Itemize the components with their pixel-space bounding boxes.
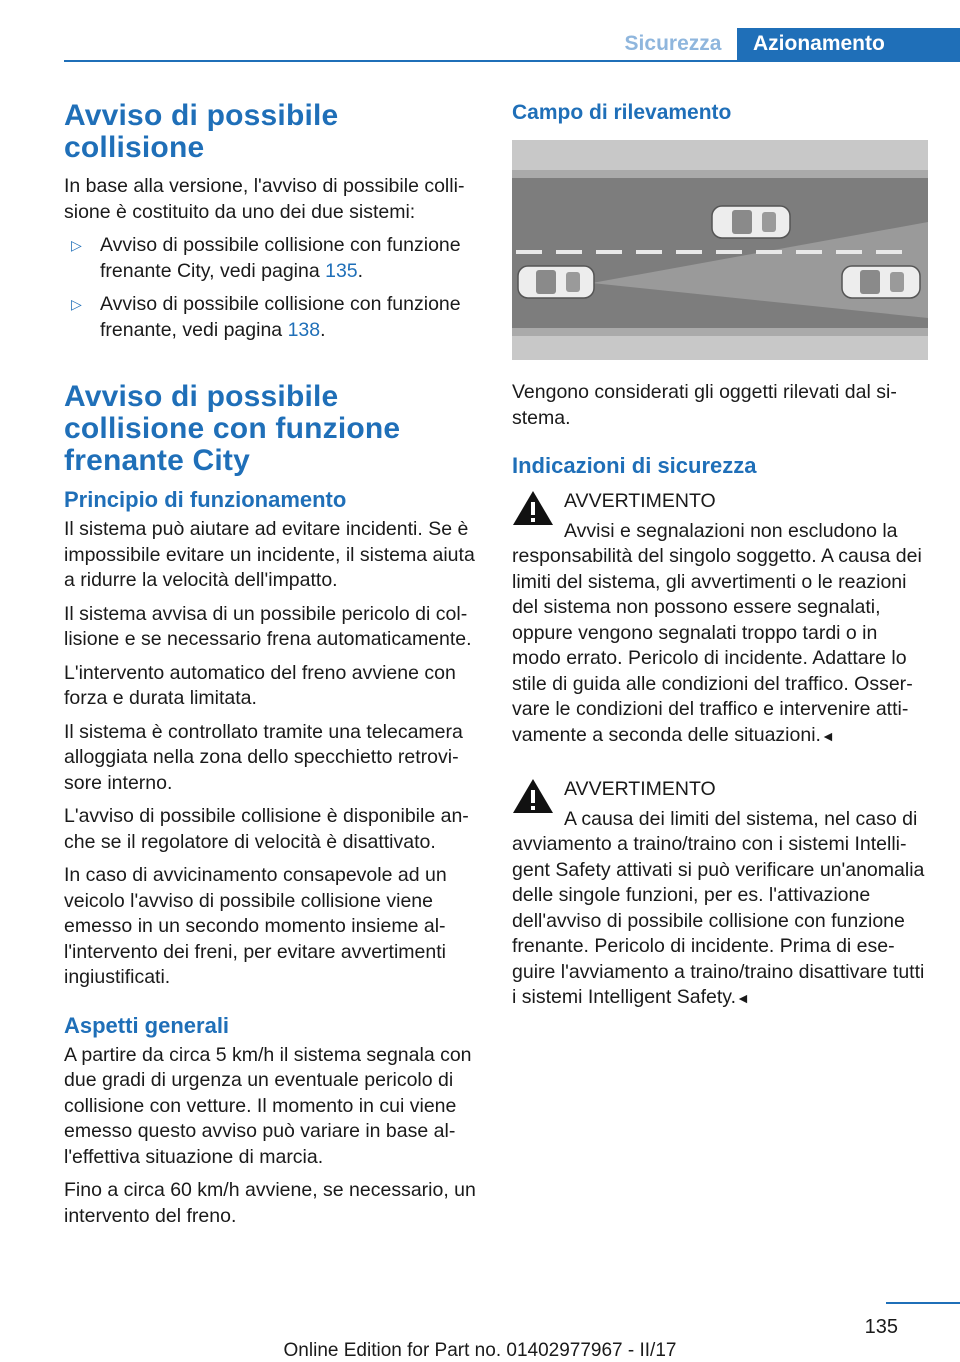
end-marker-icon: ◄ [735,990,750,1006]
warning-text: Avvisi e segnalazioni non escludono la [564,519,898,542]
paragraph: In caso di avvicinamento consapevole ad un veicolo l'avviso di possibile collisione viene emesso in un secondo momento insieme all'intervento dei freni, per evitare avvertimenti ingiustificati. [64,864,447,988]
edition-footer: Online Edition for Part no. 01402977967 - II/17 [283,1340,677,1361]
paragraph: L'intervento automatico del freno avviene con forza e durata limitata. [64,661,456,709]
detection-range-illustration [512,140,928,360]
warning-triangle-icon [512,489,554,527]
paragraph: Il sistema è controllato tramite una telecamera alloggiata nella zona dello specchietto retrovisore interno. [64,720,463,794]
figure-caption: Vengono considerati gli oggetti rilevati dal sistema. [512,381,897,429]
subheading-principle: Principio di funzionamento [64,487,347,512]
section-title-collision-warning: Avviso di possibile collisione [64,99,339,164]
header-section-tab: Sicurezza [624,32,722,55]
warning-title: AVVERTIMENTO [564,490,716,512]
paragraph: A partire da circa 5 km/h il sistema segnala con due gradi di urgenza un eventuale pericolo di collisione con vetture. Il momento in cui viene emesso questo avviso può variare in base all'effettiva situazione di marcia. [64,1043,472,1168]
warning-body: avviamento a traino/traino con i sistemi Intelligent Safety attivati si può verificare un'anomalia delle singole funzioni, per es. l'attivazione dell'avviso di possibile collisione con funzione frenante. Pericolo di incidente. Prima di eseguire l'avviamento a traino/traino disattivare tutti i sistemi Intelligent Safety.◄ [512,833,925,1008]
system-list [64,233,478,343]
warning-body: responsabilità del singolo soggetto. A causa dei limiti del sistema, gli avvertimenti o le reazioni del sistema non possono essere segnalati, oppure vengono segnalati troppo tardi o in modo errato. Pericolo di incidente. Adattare lo stile di guida alle condizioni del traffico. Osservare le condizioni del traffico e intervenire attivamente a seconda delle situazioni.◄ [512,545,922,746]
page-number-rule [886,1302,960,1304]
list-item: ▷ Avviso di possibile collisione con funzione frenante City, vedi pagina 135. [71,234,461,282]
paragraph: Fino a circa 60 km/h avviene, se necessario, un intervento del freno. [64,1179,476,1227]
paragraph: L'avviso di possibile collisione è disponibile anche se il regolatore di velocità è disattivato. [64,805,469,853]
section-title-city-braking: Avviso di possibile collisione con funzione frenante City [64,380,401,477]
right-column [512,100,928,1040]
subheading-safety: Indicazioni di sicurezza [512,453,757,478]
triangle-bullet-icon: ▷ [71,296,82,312]
warning-title: AVVERTIMENTO [564,778,716,800]
warning-block [512,489,928,749]
page-link[interactable]: 138 [287,318,321,341]
warning-block [512,777,928,1012]
page-link[interactable]: 135 [325,259,358,282]
warning-triangle-icon [512,777,554,815]
paragraph: Il sistema può aiutare ad evitare incidenti. Se è impossibile evitare un incidente, il sistema aiuta a ridurre la velocità dell'impatto. [64,518,475,591]
paragraph: Il sistema avvisa di un possibile pericolo di collisione e se necessario frena automaticamente. [64,602,472,650]
header-chapter-tab: Azionamento [737,28,960,62]
intro-paragraph: In base alla versione, l'avviso di possibile collisione è costituito da uno dei due sistemi: [64,175,465,223]
subheading-general: Aspetti generali [64,1012,230,1038]
triangle-bullet-icon: ▷ [71,237,82,253]
left-column [64,100,478,1237]
road-diagram-icon [512,140,928,360]
warning-text: A causa dei limiti del sistema, nel caso di [564,807,918,830]
subheading-detection-range: Campo di rilevamento [512,101,732,124]
end-marker-icon: ◄ [820,727,835,744]
page-number: 135 [864,1316,898,1338]
list-item: ▷ Avviso di possibile collisione con funzione frenante, vedi pagina 138. [71,293,461,341]
